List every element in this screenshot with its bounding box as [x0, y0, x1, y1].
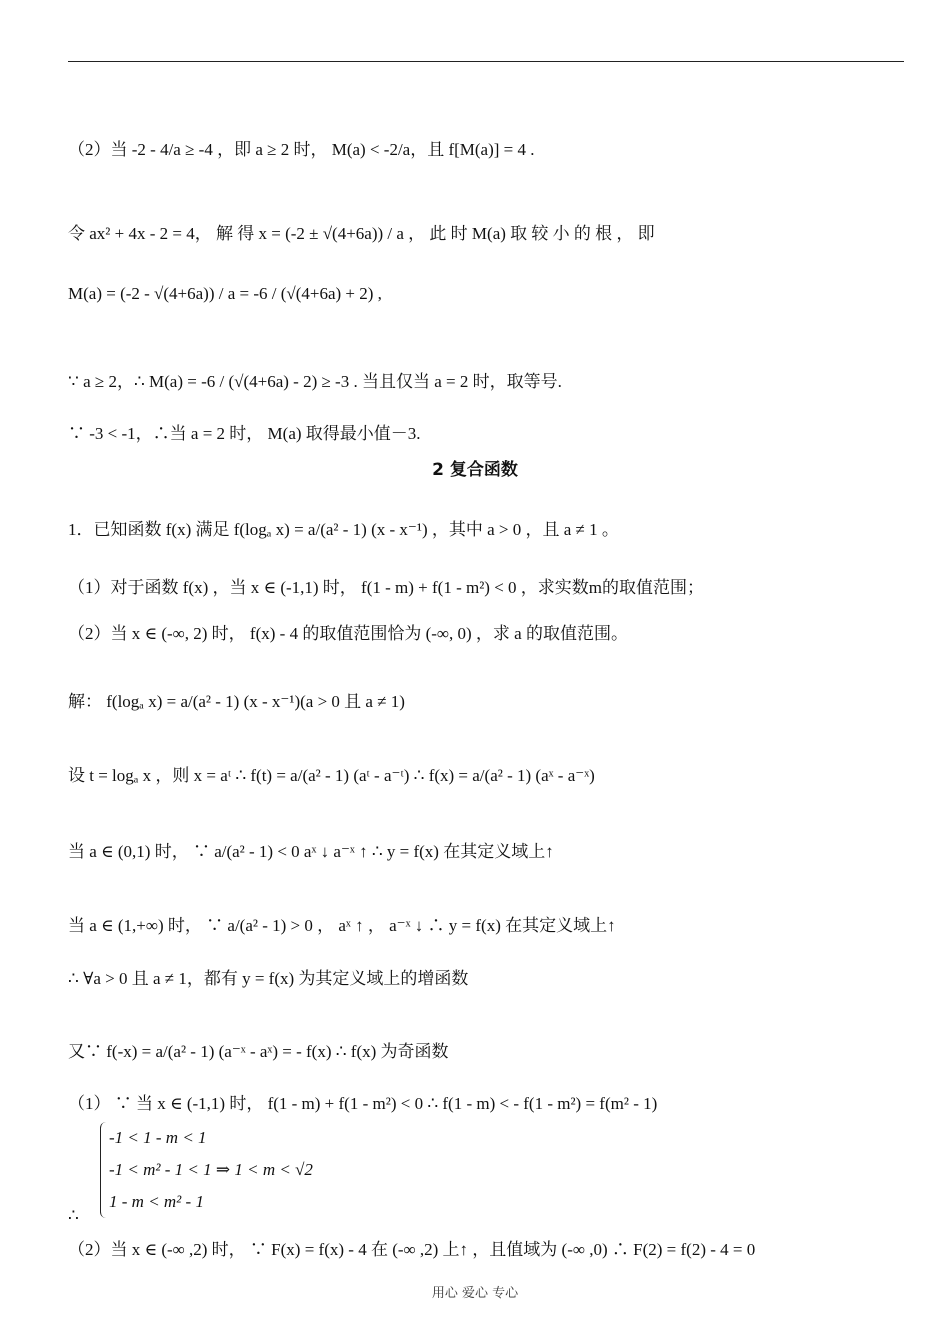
header-rule	[68, 61, 904, 62]
problem-part-1: （1）对于函数 f(x) ，当 x ∈ (-1,1) 时， f(1 - m) + f(1 - m²) < 0 ，求实数m的取值范围；	[68, 578, 705, 597]
system-row-3: 1 - m < m² - 1	[109, 1192, 204, 1211]
page-footer: 用心 爱心 专心	[431, 1286, 519, 1301]
text-line-1: （2）当 -2 - 4/a ≥ -4 ，即 a ≥ 2 时， M(a) < -2/a，且 f[M(a)] = 4 .	[68, 140, 535, 159]
problem-statement: 1．已知函数 f(x) 满足 f(logₐ x) = a/(a² - 1) (x - x⁻¹) ，其中 a > 0 ，且 a ≠ 1 。	[68, 520, 619, 539]
solution-line-4: 当 a ∈ (1,+∞) 时， ∵ a/(a² - 1) > 0 ， aˣ ↑ ， a⁻ˣ ↓ ∴ y = f(x) 在其定义域上↑	[68, 916, 616, 935]
solution-line-7: （1） ∵ 当 x ∈ (-1,1) 时， f(1 - m) + f(1 - m²) < 0 ∴ f(1 - m) < - f(1 - m²) = f(m² - 1)	[68, 1094, 658, 1113]
text-line-4: ∵ a ≥ 2，∴ M(a) = -6 / (√(4+6a) - 2) ≥ -3 . 当且仅当 a = 2 时，取等号.	[68, 372, 562, 391]
solution-line-5: ∴ ∀a > 0 且 a ≠ 1，都有 y = f(x) 为其定义域上的增函数	[68, 969, 469, 988]
therefore-symbol: ∴	[68, 1206, 79, 1225]
system-row-1: -1 < 1 - m < 1	[109, 1128, 207, 1147]
text-line-5: ∵ -3 < -1，∴当 a = 2 时， M(a) 取得最小值－3.	[68, 424, 421, 443]
solution-line-3: 当 a ∈ (0,1) 时， ∵ a/(a² - 1) < 0 aˣ ↓ a⁻ˣ ↑ ∴ y = f(x) 在其定义域上↑	[68, 842, 554, 861]
system-row-2: -1 < m² - 1 < 1 ⇒ 1 < m < √2	[109, 1160, 313, 1179]
solution-line-1: 解： f(logₐ x) = a/(a² - 1) (x - x⁻¹)(a > 0 且 a ≠ 1)	[68, 692, 405, 711]
section-title: 2 复合函数	[432, 460, 518, 480]
text-line-2: 令 ax² + 4x - 2 = 4， 解 得 x = (-2 ± √(4+6a)) / a ， 此 时 M(a) 取 较 小 的 根 ， 即	[68, 224, 655, 243]
problem-part-2: （2）当 x ∈ (-∞, 2) 时， f(x) - 4 的取值范围恰为 (-∞, 0) ，求 a 的取值范围。	[68, 624, 628, 643]
text-line-3: M(a) = (-2 - √(4+6a)) / a = -6 / (√(4+6a) + 2) ,	[68, 284, 382, 303]
solution-line-last: （2）当 x ∈ (-∞ ,2) 时， ∵ F(x) = f(x) - 4 在 (-∞ ,2) 上↑ ，且值域为 (-∞ ,0) ∴ F(2) = f(2) - 4 = 0	[68, 1240, 756, 1259]
solution-line-2: 设 t = logₐ x ，则 x = aᵗ ∴ f(t) = a/(a² - 1) (aᵗ - a⁻ᵗ) ∴ f(x) = a/(a² - 1) (aˣ - a⁻ˣ)	[68, 766, 595, 785]
solution-line-6: 又∵ f(-x) = a/(a² - 1) (a⁻ˣ - aˣ) = - f(x) ∴ f(x) 为奇函数	[68, 1042, 449, 1061]
